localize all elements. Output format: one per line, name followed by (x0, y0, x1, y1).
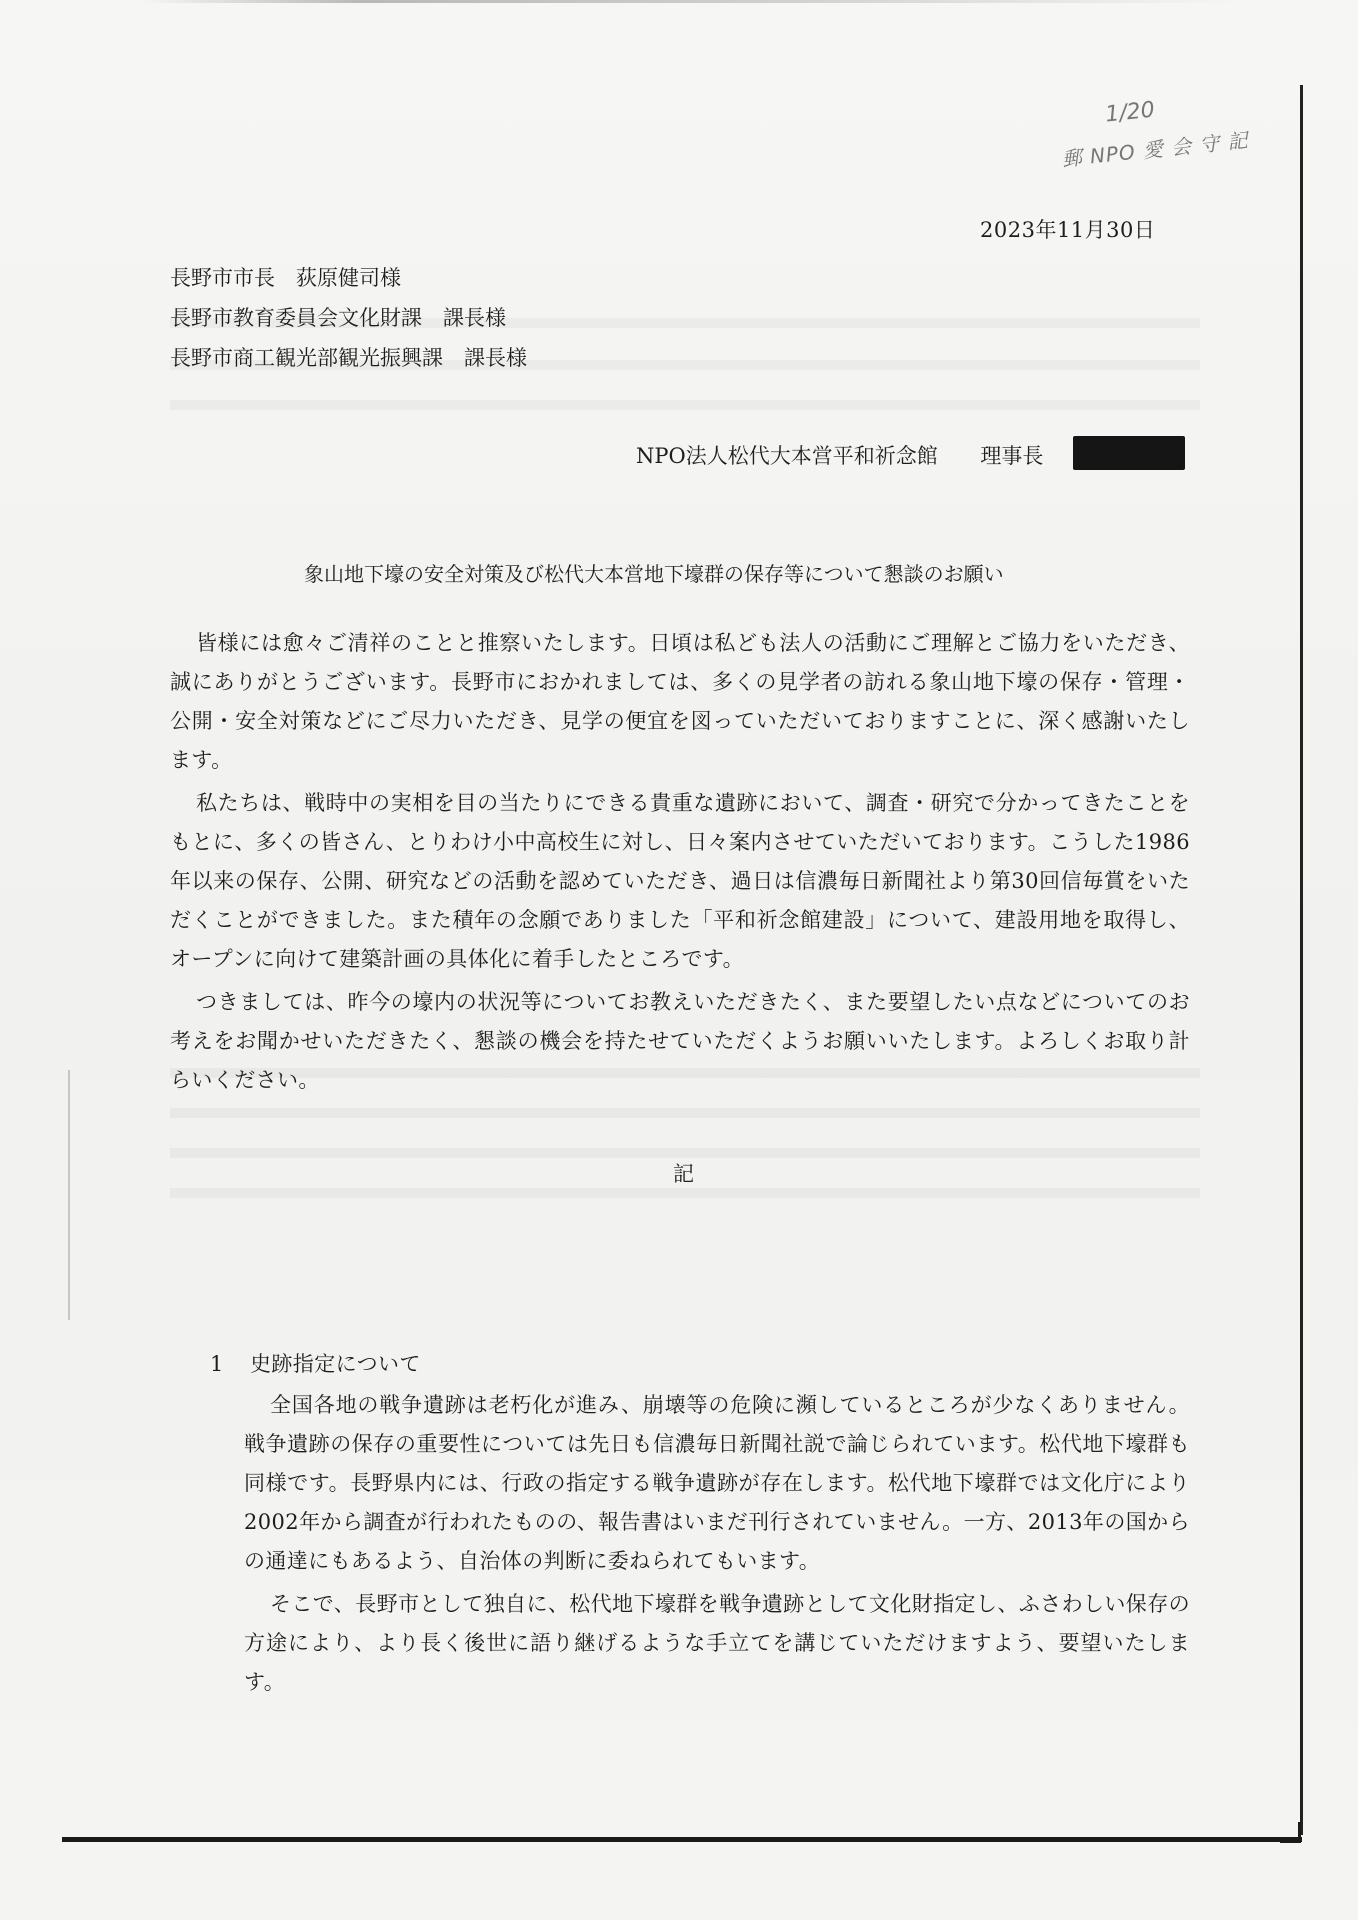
scan-bottom-edge (62, 1837, 1302, 1842)
recipient-line: 長野市商工観光部観光振興課 課長様 (170, 346, 527, 370)
sender-organization: NPO法人松代大本営平和祈念館 (636, 444, 938, 468)
body-paragraph: つきましては、昨今の壕内の状況等についてお教えいただきたく、また要望したい点などについてのお考えをお聞かせいただきたく、懇談の機会を持たせていただくようお願いいたします。よろしくお取り計らいください。 (170, 990, 1190, 1092)
letter-subject: 象山地下壕の安全対策及び松代大本営地下壕群の保存等について懇談のお願い (304, 562, 1004, 586)
section-paragraph: 全国各地の戦争遺跡は老朽化が進み、崩壊等の危険に瀕しているところが少なくありません。戦争遺跡の保存の重要性については先日も信濃毎日新聞社説で論じられています。松代地下壕群も同様です。長野県内には、行政の指定する戦争遺跡が存在します。松代地下壕群では文化庁により2002年から調査が行われたものの、報告書はいまだ刊行されていません。一方、2013年の国からの通達にもあるよう、自治体の判断に委ねられてもいます。 (244, 1393, 1190, 1573)
sender-title: 理事長 (980, 444, 1044, 468)
section-title: 史跡指定について (250, 1352, 421, 1376)
section-heading (210, 1345, 1190, 1384)
request-section (210, 1345, 1190, 1706)
recipient-list (170, 258, 527, 378)
handwritten-annotation (1056, 85, 1283, 188)
show-through-band (170, 1188, 1200, 1198)
recipient-line: 長野市市長 荻原健司様 (170, 266, 401, 290)
show-through-band (170, 400, 1200, 410)
letter-date: 2023年11月30日 (980, 218, 1156, 242)
section-number: 1 (210, 1352, 224, 1376)
body-paragraph: 私たちは、戦時中の実相を目の当たりにできる貴重な遺跡において、調査・研究で分かってきたことをもとに、多くの皆さん、とりわけ小中高校生に対し、日々案内させていただいております。こうした1986年以来の保存、公開、研究などの活動を認めていただき、過日は信濃毎日新聞社より第30回信毎賞をいただくことができました。また積年の念願でありました「平和祈念館建設」について、建設用地を取得し、オープンに向けて建築計画の具体化に着手したところです。 (170, 791, 1190, 971)
body-paragraph: 皆様には愈々ご清祥のことと推察いたします。日頃は私ども法人の活動にご理解とご協力をいただき、誠にありがとうございます。長野市におかれましては、多くの見学者の訪れる象山地下壕の保存・管理・公開・安全対策などにご尽力いただき、見学の便宜を図っていただいておりますことに、深く感謝いたします。 (170, 631, 1190, 772)
left-margin-marks (68, 1070, 70, 1320)
section-paragraph: そこで、長野市として独自に、松代地下壕群を戦争遺跡として文化財指定し、ふさわしい保存の方途により、より長く後世に語り継げるような手立てを講じていただけますよう、要望いたします。 (244, 1592, 1190, 1694)
show-through-band (170, 1148, 1200, 1158)
show-through-band (170, 1108, 1200, 1118)
annotation-fraction: 1/20 (1104, 97, 1156, 128)
scan-top-shadow (140, 0, 1240, 3)
recipient-line: 長野市教育委員会文化財課 課長様 (170, 306, 506, 330)
scan-right-edge (1300, 85, 1303, 1835)
scan-corner-mark (1280, 1822, 1301, 1843)
ki-marker: 記 (673, 1162, 694, 1186)
redaction-block (1073, 436, 1185, 470)
letter-body (170, 624, 1190, 1104)
sender-line (636, 440, 1043, 470)
annotation-scribble: 郵 NPO 愛 会 守 記 (1060, 127, 1250, 172)
